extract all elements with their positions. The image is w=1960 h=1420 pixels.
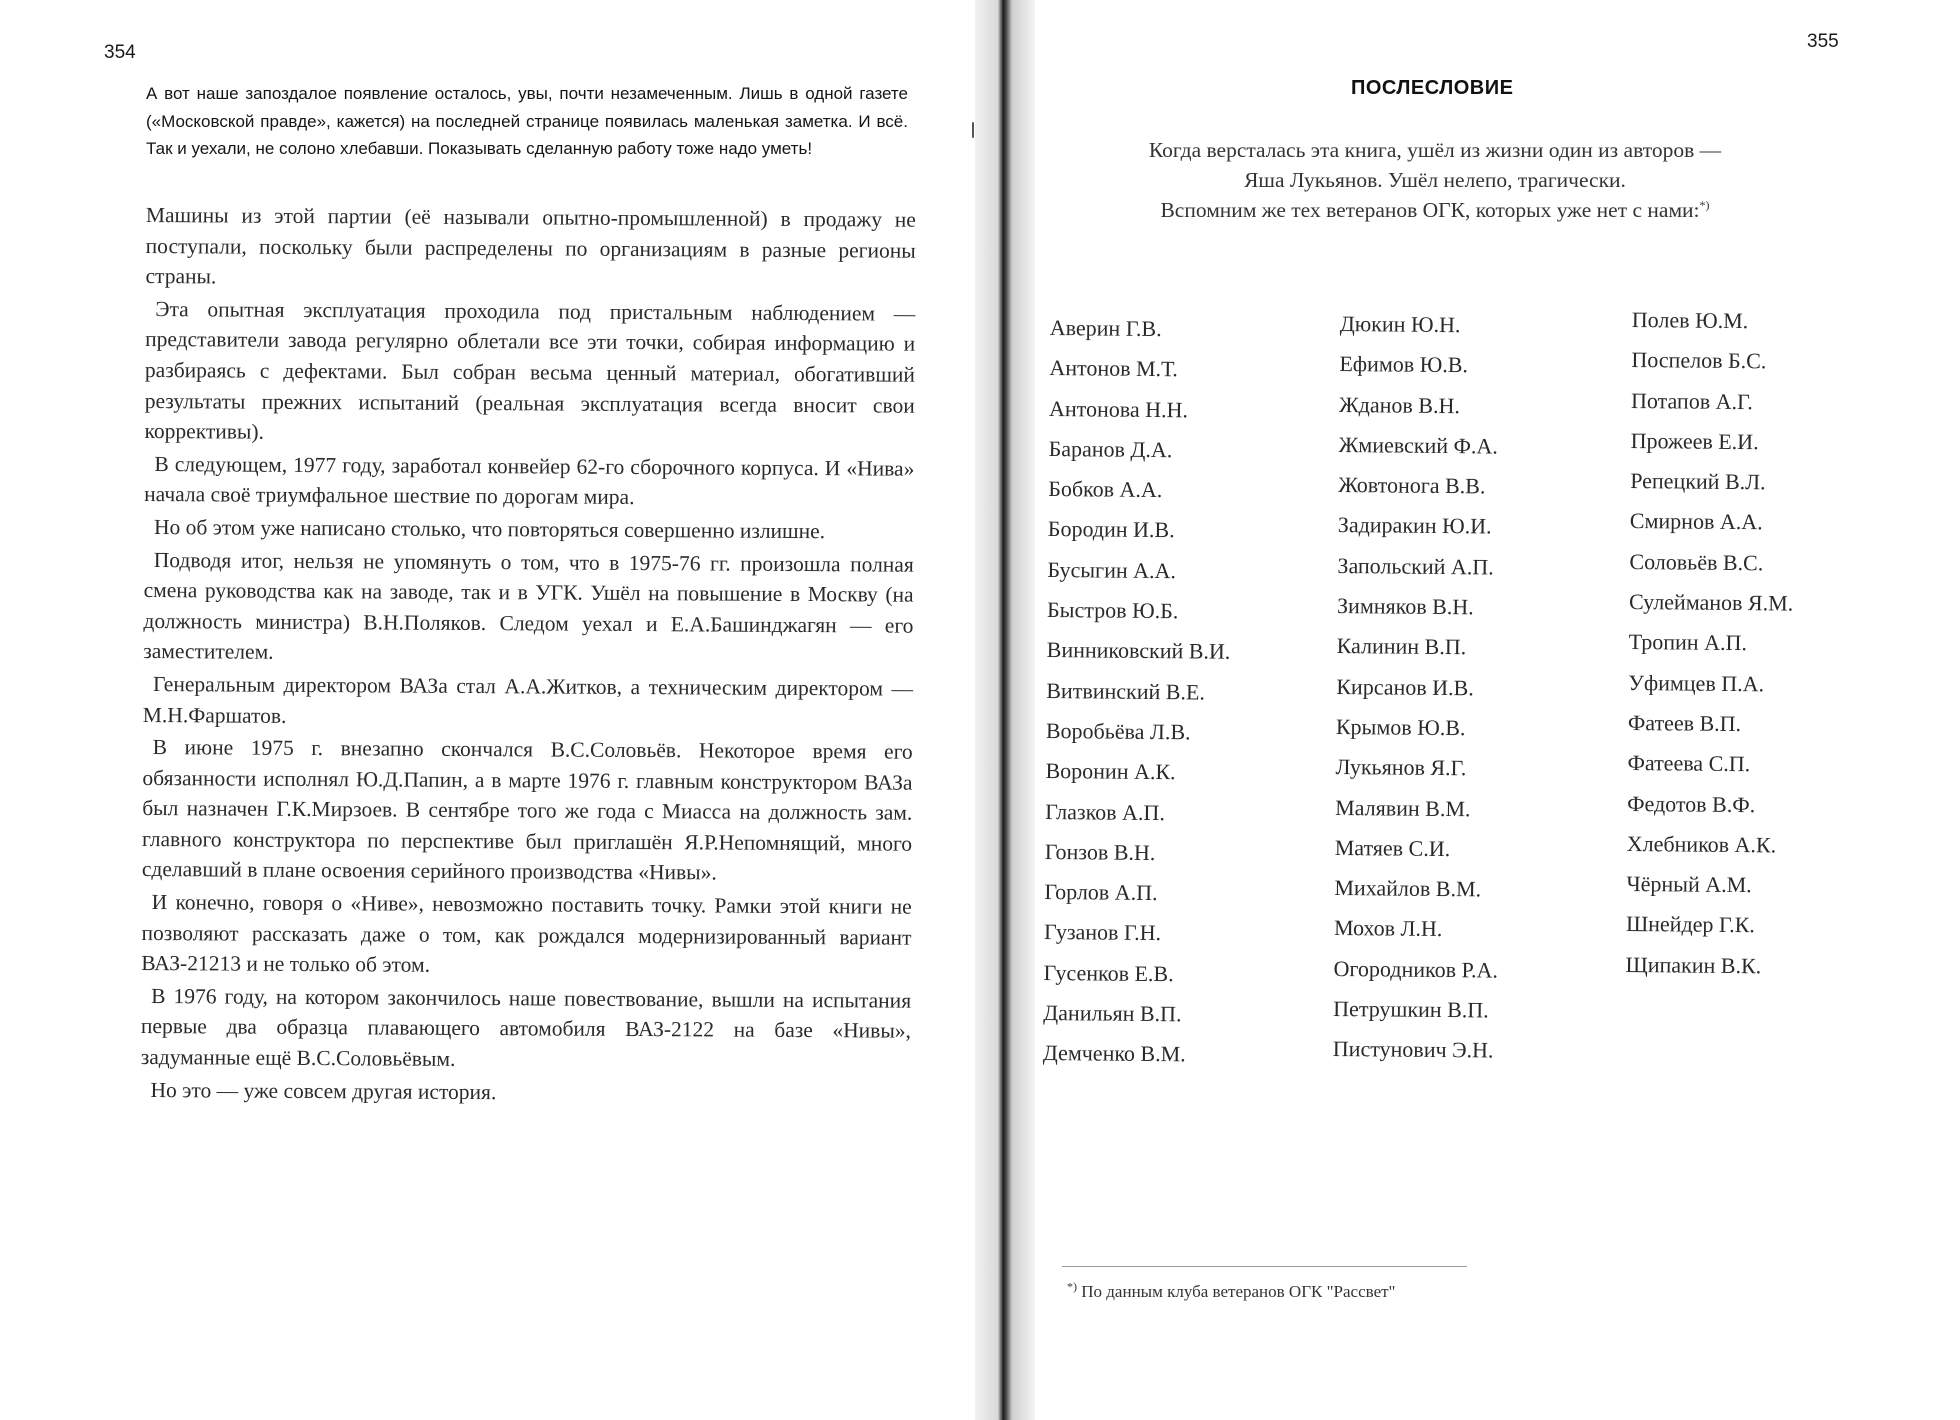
veteran-name: Демченко В.М. bbox=[1042, 1040, 1186, 1067]
veteran-name: Поспелов Б.С. bbox=[1631, 347, 1767, 374]
page-number-right: 355 bbox=[1807, 31, 1839, 52]
veteran-name: Фатеева С.П. bbox=[1627, 750, 1751, 777]
veteran-name: Антонова Н.Н. bbox=[1048, 395, 1189, 422]
veteran-name: Гусенков Е.В. bbox=[1043, 959, 1174, 986]
veteran-name: Витвинский В.Е. bbox=[1046, 677, 1206, 705]
veteran-name: Репецкий В.Л. bbox=[1630, 468, 1766, 495]
veteran-name: Воронин А.К. bbox=[1045, 758, 1176, 785]
dedication-line: Яша Лукьянов. Ушёл нелепо, трагически. bbox=[1244, 168, 1626, 192]
left-page bbox=[0, 0, 975, 1420]
veteran-name: Соловьёв В.С. bbox=[1629, 548, 1764, 576]
veteran-name: Воробьёва Л.В. bbox=[1045, 717, 1191, 745]
veteran-name: Жовтонога В.В. bbox=[1338, 472, 1486, 499]
paragraph: Но это — уже совсем другая история. bbox=[150, 1077, 497, 1104]
footnote-mark: *) bbox=[1067, 1279, 1077, 1294]
paragraph: Подводя итог, нельзя не упомянуть о том, что в 1975-76 гг. произошла полная смена руководства как на заводе, так и в УГК. Ушёл на повышение в Москву (на должность министра) В.Н.Поляков. Следом уехал и Е.А.Башинджагян — его заместителем. bbox=[143, 547, 914, 665]
veteran-name: Фатеев В.П. bbox=[1627, 709, 1742, 737]
veteran-name: Смирнов А.А. bbox=[1629, 508, 1763, 535]
veteran-name: Малявин В.М. bbox=[1335, 794, 1471, 821]
veteran-name: Уфимцев П.А. bbox=[1628, 669, 1765, 696]
main-text bbox=[140, 200, 916, 1112]
dedication-line bbox=[1075, 195, 1795, 225]
footnote bbox=[1067, 1279, 1396, 1302]
veteran-name: Дюкин Ю.Н. bbox=[1339, 310, 1461, 338]
veteran-name: Задиракин Ю.И. bbox=[1337, 512, 1492, 539]
paragraph: Эта опытная эксплуатация проходила под пристальным наблюдением — представители завода регулярно облетали все эти точки, собирая информацию и разбираясь с дефектами. Был собран весьма ценный материал, обогативший результаты прежних испытаний (реальная эксплуатация всегда вносит свои коррективы). bbox=[144, 296, 916, 444]
page-number-left: 354 bbox=[104, 42, 136, 63]
veteran-name: Петрушкин В.П. bbox=[1333, 996, 1489, 1023]
paragraph: Машины из этой партии (её называли опытно-промышленной) в продажу не поступали, поскольку были распределены по организациям в разные регионы страны. bbox=[145, 202, 916, 289]
intro-paragraph: А вот наше запоздалое появление осталось, увы, почти незамеченным. Лишь в одной газете («Московской правде», кажется) на последней странице появилась маленькая заметка. И всё. Так и уехали, не солоно хлебавши. Показывать сделанную работу тоже надо уметь! bbox=[146, 84, 908, 158]
veteran-name: Мохов Л.Н. bbox=[1333, 915, 1443, 942]
veteran-name: Аверин Г.В. bbox=[1049, 314, 1162, 342]
veteran-name: Федотов В.Ф. bbox=[1627, 790, 1756, 817]
veteran-name: Бобков А.А. bbox=[1048, 476, 1163, 503]
veteran-name: Шнейдер Г.К. bbox=[1625, 911, 1755, 938]
veteran-name: Запольский А.П. bbox=[1337, 552, 1494, 580]
veteran-name: Антонов М.Т. bbox=[1049, 355, 1178, 382]
paragraph: В следующем, 1977 году, заработал конвейер 62-го сборочного корпуса. И «Нива» начала своё триумфальное шествие по дорогам мира. bbox=[144, 451, 915, 510]
veteran-name: Полев Ю.М. bbox=[1631, 306, 1749, 334]
paragraph: Но об этом уже написано столько, что повторяться совершенно излишне. bbox=[153, 514, 826, 544]
scan-speck bbox=[972, 122, 974, 138]
dedication-text bbox=[1075, 135, 1795, 225]
veteran-name: Баранов Д.А. bbox=[1048, 435, 1173, 463]
veteran-name: Быстров Ю.Б. bbox=[1046, 597, 1179, 624]
veteran-name: Матяев С.И. bbox=[1334, 834, 1451, 861]
paragraph: И конечно, говоря о «Ниве», невозможно поставить точку. Рамки этой книги не позволяют рассказать даже о том, как рождался модернизированный вариант ВАЗ-21213 и не только об этом. bbox=[141, 890, 912, 977]
veteran-name: Тропин А.П. bbox=[1628, 629, 1748, 656]
veteran-name: Щипакин В.К. bbox=[1625, 951, 1762, 979]
footnote-divider bbox=[1062, 1266, 1467, 1267]
veteran-name: Зимняков В.Н. bbox=[1336, 593, 1474, 620]
veteran-name: Жданов В.Н. bbox=[1338, 391, 1461, 418]
veteran-name: Пистунович Э.Н. bbox=[1332, 1036, 1494, 1063]
veteran-name: Кирсанов И.В. bbox=[1336, 673, 1474, 700]
veteran-name: Данильян В.П. bbox=[1043, 1000, 1182, 1027]
veteran-name: Михайлов В.М. bbox=[1334, 875, 1482, 902]
veteran-name: Калинин В.П. bbox=[1336, 633, 1467, 660]
veteran-name: Потапов А.Г. bbox=[1630, 387, 1753, 414]
veteran-name: Хлебников А.К. bbox=[1626, 830, 1777, 858]
dedication-line: Когда версталась эта книга, ушёл из жизни один из авторов — bbox=[1148, 138, 1722, 162]
veteran-name: Прожеев Е.И. bbox=[1630, 427, 1759, 455]
veteran-name: Горлов А.П. bbox=[1044, 879, 1158, 906]
veteran-name: Лукьянов Я.Г. bbox=[1335, 754, 1467, 781]
veteran-name: Чёрный А.М. bbox=[1626, 871, 1752, 898]
veteran-name: Ефимов Ю.В. bbox=[1339, 351, 1469, 378]
veteran-name: Жмиевский Ф.А. bbox=[1338, 431, 1498, 459]
veteran-name: Гузанов Г.Н. bbox=[1043, 919, 1162, 946]
section-heading: ПОСЛЕСЛОВИЕ bbox=[1351, 77, 1514, 99]
paragraph: В 1976 году, на котором закончилось наше повествование, вышли на испытания первые два образца плавающего автомобиля ВАЗ-2122 на базе «Нивы», задуманные ещё В.С.Соловьёвым. bbox=[140, 983, 912, 1071]
names-column-3 bbox=[1625, 300, 1796, 987]
names-column-1 bbox=[1043, 308, 1234, 1075]
veteran-name: Глазков А.П. bbox=[1045, 798, 1166, 825]
veteran-name: Крымов Ю.В. bbox=[1335, 713, 1466, 741]
names-column-2 bbox=[1333, 304, 1505, 1071]
veteran-name: Бородин И.В. bbox=[1047, 516, 1175, 543]
veteran-name: Сулейманов Я.М. bbox=[1628, 589, 1794, 616]
dedication-line-text: Вспомним же тех ветеранов ОГК, которых уже нет с нами: bbox=[1160, 198, 1700, 222]
veteran-name: Бусыгин А.А. bbox=[1047, 556, 1177, 584]
veteran-name: Винниковский В.И. bbox=[1046, 637, 1231, 665]
paragraph: В июне 1975 г. внезапно скончался В.С.Соловьёв. Некоторое время его обязанности исполнял Ю.Д.Папин, а в марте 1976 г. главным конструктором ВАЗа был назначен Г.К.Мирзоев. В сентябре того же года с Миасса на должность зам. главного конструктора по перспективе был приглашён Я.Р.Непомнящий, много сделавший в плане освоения серийного производства «Нивы». bbox=[141, 735, 913, 885]
veteran-name: Огородников Р.А. bbox=[1333, 955, 1499, 983]
veteran-name: Гонзов В.Н. bbox=[1044, 838, 1156, 865]
paragraph: Генеральным директором ВАЗа стал А.А.Житков, а техническим директором — М.Н.Фаршатов. bbox=[142, 671, 914, 728]
footnote-reference: *) bbox=[1699, 197, 1710, 212]
book-gutter bbox=[975, 0, 1035, 1420]
footnote-text: По данным клуба ветеранов ОГК "Рассвет" bbox=[1081, 1282, 1396, 1301]
